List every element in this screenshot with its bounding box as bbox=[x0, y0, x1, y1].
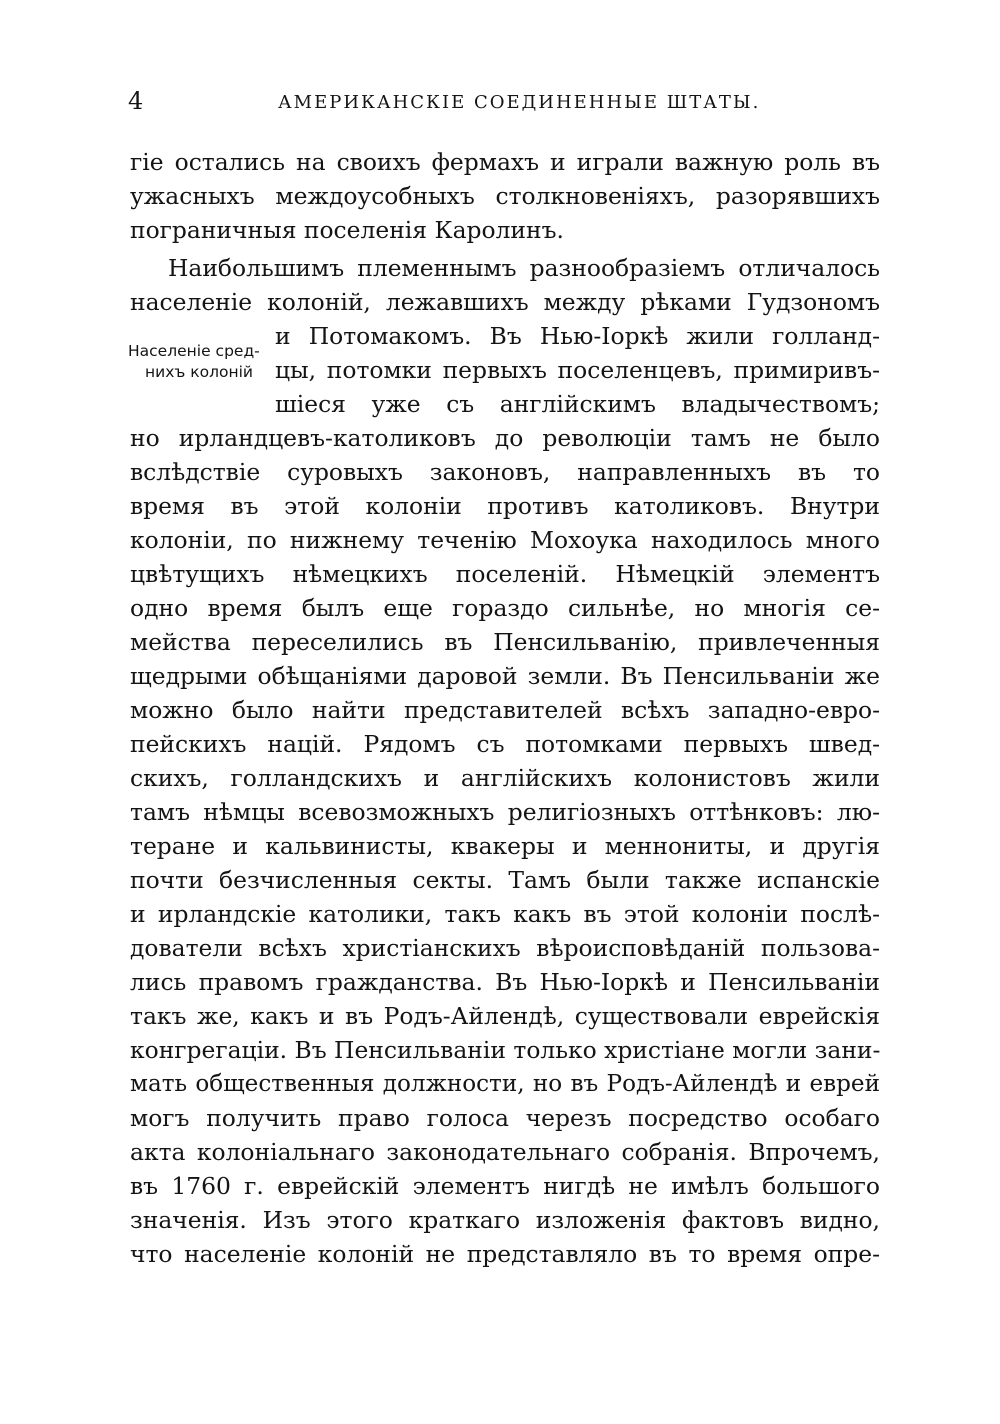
text-line: но ирландцевъ-католиковъ до революціи тамъ не было bbox=[130, 424, 880, 452]
margin-note-line: Населеніе сред- bbox=[128, 342, 260, 360]
text-line: конгрегаціи. Въ Пенсильваніи только христіане могли зани- bbox=[130, 1036, 880, 1064]
text-line: время въ этой колоніи противъ католиковъ. Внутри bbox=[130, 492, 880, 520]
text-line: и Потомакомъ. Въ Нью-Іоркѣ жили голланд- bbox=[275, 322, 880, 350]
text-line: пейскихъ націй. Рядомъ съ потомками первыхъ швед- bbox=[130, 730, 880, 758]
text-line: почти безчисленныя секты. Тамъ были также испанскіе bbox=[130, 866, 880, 894]
text-line: теране и кальвинисты, квакеры и меннониты, и другія bbox=[130, 832, 880, 860]
text-line: шіеся уже съ англійскимъ владычествомъ; bbox=[275, 390, 880, 418]
text-line: тамъ нѣмцы всевозможныхъ религіозныхъ оттѣнковъ: лю- bbox=[130, 798, 880, 826]
page-number: 4 bbox=[128, 87, 144, 115]
running-title: АМЕРИКАНСКІЕ СОЕДИНЕННЫЕ ШТАТЫ. bbox=[278, 92, 761, 113]
text-line: мать общественныя должности, но въ Родъ-Айлендѣ и еврей bbox=[130, 1071, 880, 1097]
text-line: вслѣдствіе суровыхъ законовъ, направленныхъ въ то bbox=[130, 458, 880, 486]
text-line: лись правомъ гражданства. Въ Нью-Іоркѣ и Пенсильваніи bbox=[130, 968, 880, 996]
text-line: Наибольшимъ племеннымъ разнообразіемъ отличалось bbox=[168, 254, 880, 282]
text-line: могъ получить право голоса черезъ посредство особаго bbox=[130, 1104, 880, 1132]
margin-note bbox=[128, 341, 268, 383]
text-line: значенія. Изъ этого краткаго изложенія фактовъ видно, bbox=[130, 1206, 880, 1234]
text-line: гіе остались на своихъ фермахъ и играли важную роль въ bbox=[130, 148, 880, 176]
text-line: скихъ, голландскихъ и англійскихъ колонистовъ жили bbox=[130, 764, 880, 792]
text-line: ужасныхъ междоусобныхъ столкновеніяхъ, разорявшихъ bbox=[130, 182, 880, 210]
text-line: одно время былъ еще гораздо сильнѣе, но многія се- bbox=[130, 594, 880, 622]
text-line: и ирландскіе католики, такъ какъ въ этой колоніи послѣ- bbox=[130, 900, 880, 928]
text-line: пограничныя поселенія Каролинъ. bbox=[130, 216, 564, 244]
text-line: колоніи, по нижнему теченію Мохоука находилось много bbox=[130, 526, 880, 554]
text-line: цвѣтущихъ нѣмецкихъ поселеній. Нѣмецкій элементъ bbox=[130, 560, 880, 588]
page-header bbox=[128, 86, 880, 116]
text-line: щедрыми обѣщаніями даровой земли. Въ Пенсильваніи же bbox=[130, 662, 880, 690]
text-line: акта колоніальнаго законодательнаго собранія. Впрочемъ, bbox=[130, 1138, 880, 1166]
margin-note-line: нихъ колоній bbox=[145, 363, 254, 381]
text-line: дователи всѣхъ христіанскихъ вѣроисповѣданій пользова- bbox=[130, 934, 880, 962]
text-line: такъ же, какъ и въ Родъ-Айлендѣ, существовали еврейскія bbox=[130, 1002, 880, 1030]
text-line: въ 1760 г. еврейскій элементъ нигдѣ не имѣлъ большого bbox=[130, 1172, 880, 1200]
text-line: мейства переселились въ Пенсильванію, привлеченныя bbox=[130, 628, 880, 656]
text-line: что населеніе колоній не представляло въ то время опре- bbox=[130, 1240, 880, 1268]
text-line: можно было найти представителей всѣхъ западно-евро- bbox=[130, 696, 880, 724]
text-line: цы, потомки первыхъ поселенцевъ, примиривъ- bbox=[275, 356, 880, 384]
text-line: населеніе колоній, лежавшихъ между рѣками Гудзономъ bbox=[130, 288, 880, 316]
